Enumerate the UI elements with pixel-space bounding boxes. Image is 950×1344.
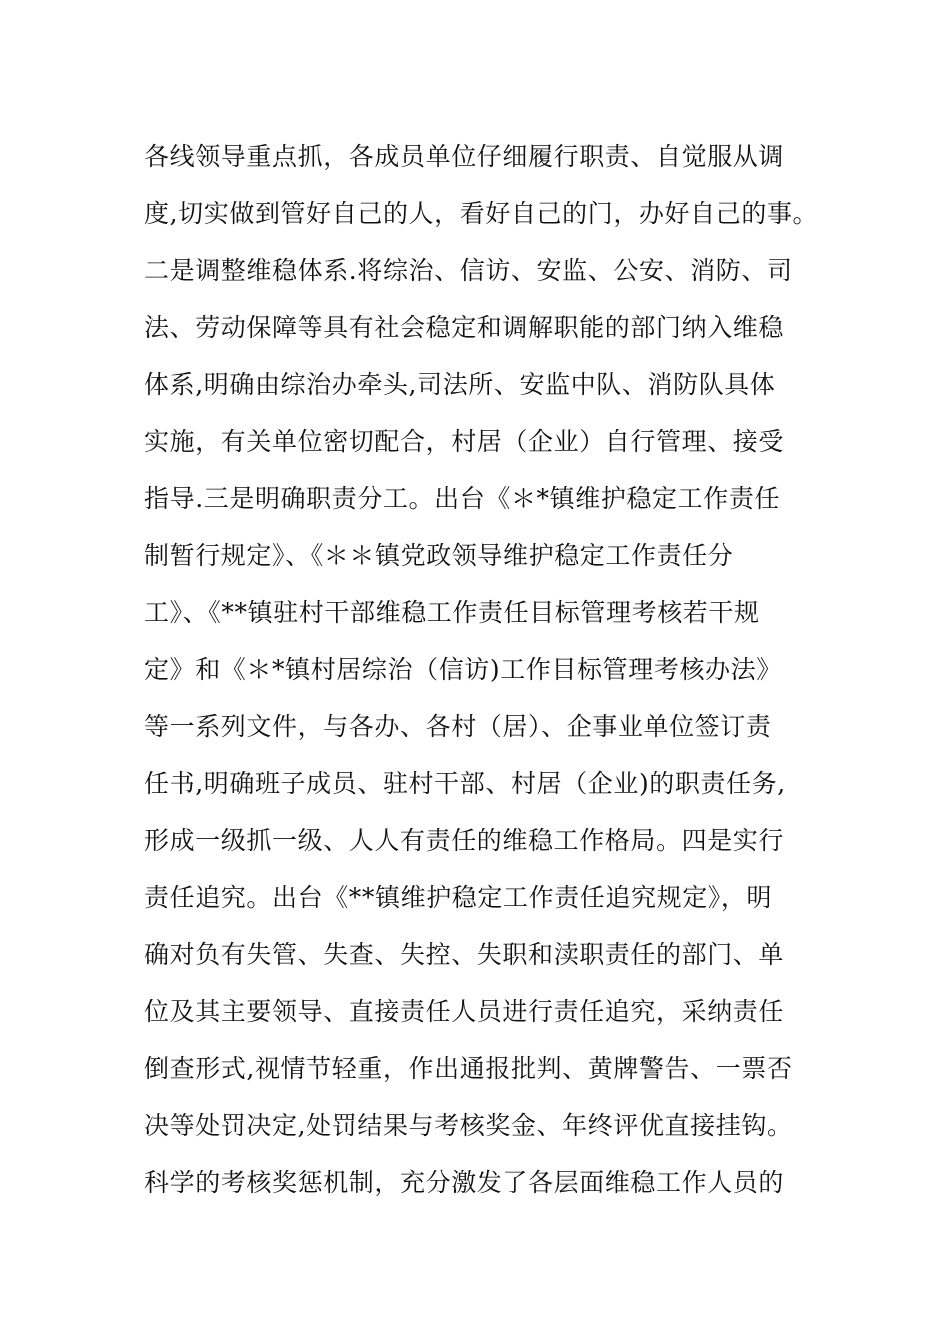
text-line: 决等处罚决定,处罚结果与考核奖金、年终评优直接挂钩。 bbox=[144, 1111, 793, 1140]
text-line: 实施，有关单位密切配合，村居（企业）自行管理、接受 bbox=[144, 427, 785, 456]
text-line: 法、劳动保障等具有社会稳定和调解职能的部门纳入维稳 bbox=[144, 313, 785, 342]
text-line: 体系,明确由综治办牵头,司法所、安监中队、消防队具体 bbox=[144, 370, 776, 399]
text-line: 倒查形式,视情节轻重，作出通报批判、黄牌警告、一票否 bbox=[144, 1054, 793, 1083]
text-line: 度,切实做到管好自己的人，看好自己的门，办好自己的事。 bbox=[144, 199, 819, 228]
text-line: 形成一级抓一级、人人有责任的维稳工作格局。四是实行 bbox=[144, 826, 785, 855]
text-line: 定》和《＊*镇村居综治（信访)工作目标管理考核办法》 bbox=[144, 655, 782, 684]
text-line: 二是调整维稳体系.将综治、信访、安监、公安、消防、司 bbox=[144, 256, 793, 285]
text-line: 确对负有失管、失查、失控、失职和渎职责任的部门、单 bbox=[144, 940, 785, 969]
text-line: 责任追究。出台《**镇维护稳定工作责任追究规定》，明 bbox=[144, 883, 773, 912]
body-text bbox=[144, 128, 834, 1211]
text-line: 制暂行规定》、《＊＊镇党政领导维护稳定工作责任分 bbox=[144, 541, 734, 570]
text-line: 任书,明确班子成员、驻村干部、村居（企业)的职责任务, bbox=[144, 769, 786, 798]
text-line: 位及其主要领导、直接责任人员进行责任追究，采纳责任 bbox=[144, 997, 785, 1026]
text-line: 各线领导重点抓，各成员单位仔细履行职责、自觉服从调 bbox=[144, 142, 785, 171]
text-line: 科学的考核奖惩机制，充分激发了各层面维稳工作人员的 bbox=[144, 1168, 785, 1197]
text-line: 等一系列文件，与各办、各村（居）、企事业单位签订责 bbox=[144, 712, 772, 741]
text-line: 工》、《**镇驻村干部维稳工作责任目标管理考核若干规 bbox=[144, 598, 760, 627]
text-line: 指导.三是明确职责分工。出台《＊*镇维护稳定工作责任 bbox=[144, 484, 781, 513]
